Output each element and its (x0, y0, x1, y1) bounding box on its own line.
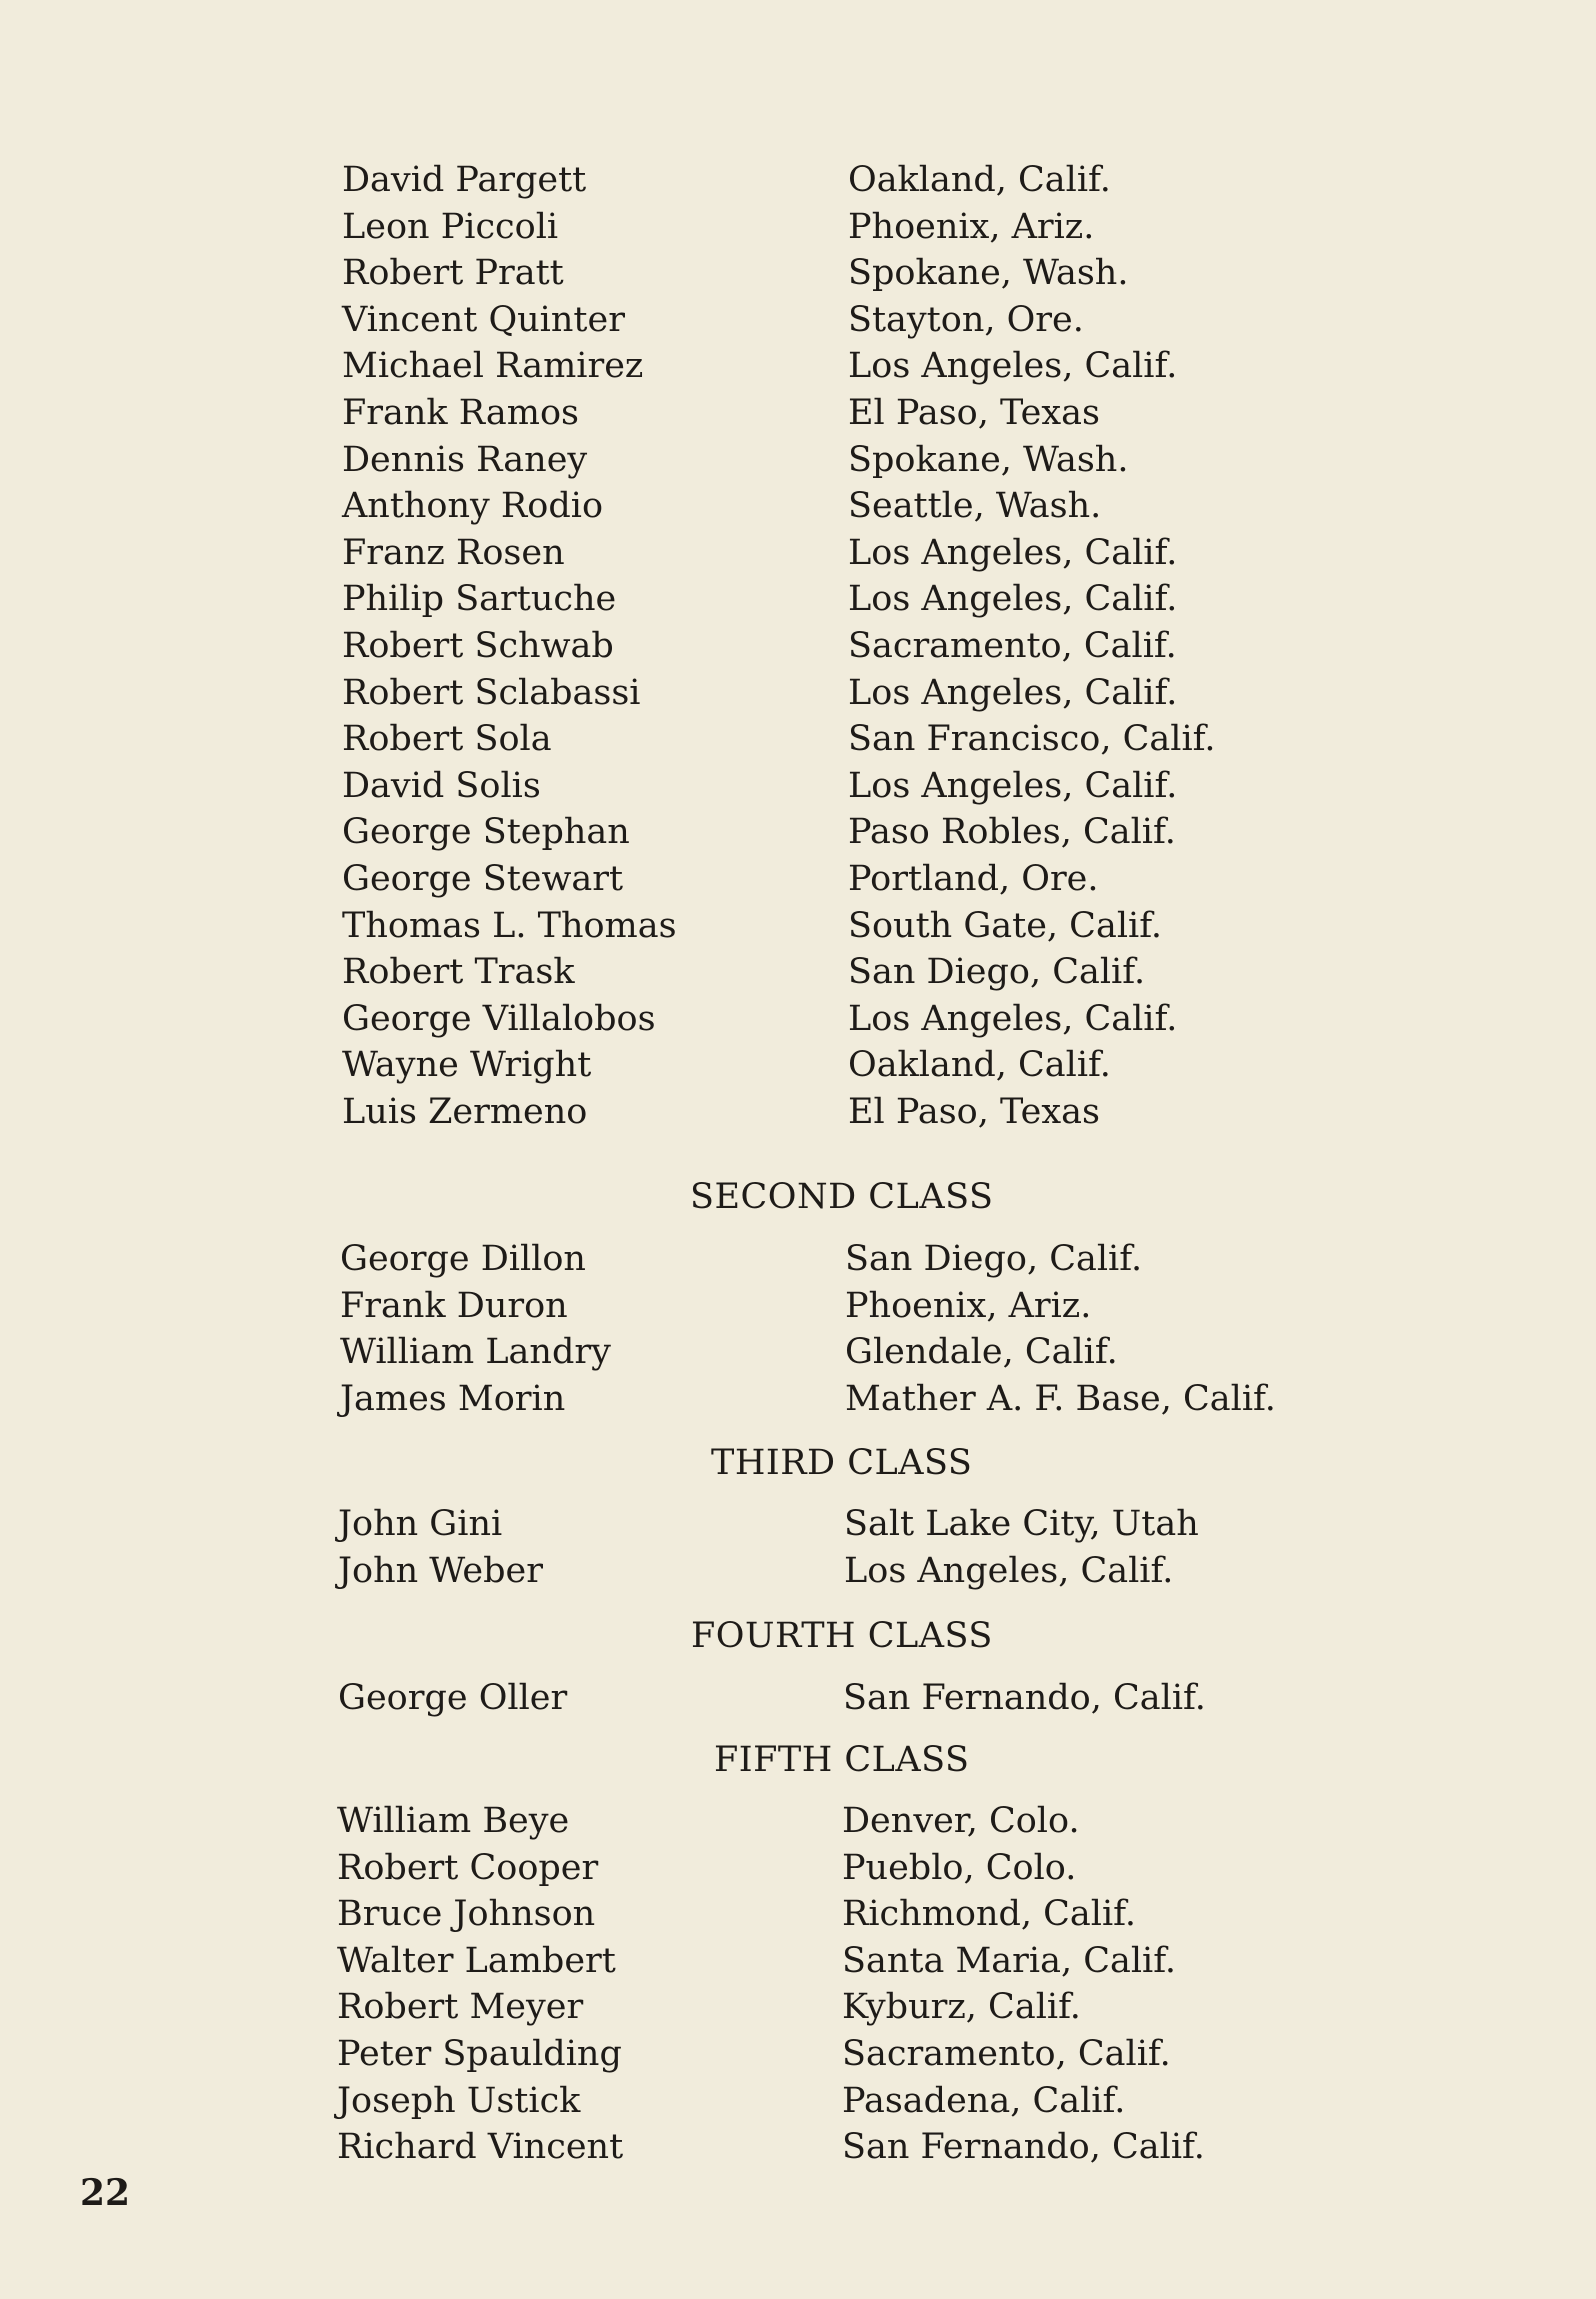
roster-row (0, 1236, 1596, 1282)
member-name: Wayne Wright (342, 1045, 592, 1086)
member-hometown: Portland, Ore. (848, 859, 1099, 899)
class-heading: THIRD CLASS (711, 1443, 973, 1483)
member-name: John Weber (338, 1550, 543, 1591)
member-hometown: Paso Robles, Calif. (848, 812, 1176, 853)
member-name: William Landry (340, 1332, 611, 1373)
roster-row (0, 2031, 1596, 2077)
member-hometown: Kyburz, Calif. (842, 1987, 1081, 2028)
member-name: Frank Ramos (342, 393, 580, 433)
member-hometown: Los Angeles, Calif. (848, 346, 1178, 387)
member-name: Walter Lambert (337, 1940, 616, 1981)
roster-row (0, 1329, 1596, 1375)
member-hometown: Pasadena, Calif. (842, 2080, 1126, 2121)
member-hometown: San Fernando, Calif. (842, 2127, 1205, 2168)
member-hometown: Sacramento, Calif. (848, 626, 1177, 666)
roster-row (0, 670, 1596, 716)
member-name: Richard Vincent (337, 2127, 624, 2168)
member-hometown: Los Angeles, Calif. (848, 579, 1178, 620)
member-name: William Beye (337, 1801, 570, 1841)
roster-row (0, 2078, 1596, 2124)
member-name: Vincent Quinter (342, 299, 625, 340)
member-name: Robert Schwab (342, 626, 614, 666)
member-name: Anthony Rodio (342, 486, 604, 527)
roster-row (0, 1845, 1596, 1891)
class-heading: SECOND CLASS (690, 1177, 994, 1217)
member-hometown: Santa Maria, Calif. (842, 1940, 1177, 1981)
member-name: Robert Pratt (342, 253, 564, 294)
member-hometown: Sacramento, Calif. (842, 2034, 1171, 2074)
member-hometown: South Gate, Calif. (848, 905, 1163, 946)
roster-row (0, 1891, 1596, 1937)
member-hometown: San Diego, Calif. (845, 1239, 1143, 1279)
roster-row (0, 1089, 1596, 1135)
member-name: James Morin (340, 1378, 566, 1419)
member-hometown: Los Angeles, Calif. (848, 765, 1178, 806)
member-hometown: San Francisco, Calif. (848, 719, 1216, 760)
roster-row (0, 1675, 1596, 1721)
member-hometown: Mather A. F. Base, Calif. (845, 1378, 1276, 1419)
member-name: Luis Zermeno (342, 1092, 588, 1132)
roster-row (0, 1548, 1596, 1594)
member-hometown: Salt Lake City, Utah (844, 1504, 1199, 1544)
roster-row (0, 1938, 1596, 1984)
member-hometown: San Diego, Calif. (848, 952, 1146, 993)
member-name: George Stephan (342, 812, 630, 853)
member-hometown: Oakland, Calif. (848, 160, 1111, 200)
roster-row (0, 1501, 1596, 1547)
member-hometown: Oakland, Calif. (848, 1045, 1111, 1086)
member-name: Philip Sartuche (342, 579, 617, 620)
roster-row (0, 1984, 1596, 2030)
roster-row (0, 996, 1596, 1042)
member-name: Peter Spaulding (337, 2034, 622, 2074)
member-hometown: Los Angeles, Calif. (848, 998, 1178, 1039)
class-heading: FOURTH CLASS (691, 1616, 993, 1656)
member-name: Dennis Raney (342, 439, 588, 480)
page-number: 22 (80, 2172, 131, 2214)
member-name: John Gini (338, 1504, 503, 1544)
member-name: Robert Trask (342, 952, 575, 993)
member-hometown: Los Angeles, Calif. (848, 532, 1178, 573)
member-hometown: San Fernando, Calif. (843, 1678, 1206, 1718)
member-hometown: El Paso, Texas (848, 1092, 1100, 1132)
member-name: George Dillon (340, 1239, 586, 1279)
roster-row (0, 250, 1596, 296)
roster-row (0, 903, 1596, 949)
member-name: Franz Rosen (342, 532, 565, 573)
member-name: George Oller (338, 1678, 568, 1718)
roster-row (0, 483, 1596, 529)
member-name: Thomas L. Thomas (342, 905, 677, 946)
member-name: George Villalobos (342, 998, 656, 1039)
roster-row (0, 623, 1596, 669)
member-name: Joseph Ustick (337, 2080, 581, 2121)
member-name: Bruce Johnson (337, 1894, 596, 1935)
member-hometown: Los Angeles, Calif. (848, 672, 1178, 713)
roster-row (0, 343, 1596, 389)
member-name: Robert Sola (342, 719, 552, 760)
class-heading: FIFTH CLASS (714, 1740, 970, 1780)
member-name: Robert Sclabassi (342, 672, 641, 713)
member-hometown: Stayton, Ore. (848, 299, 1084, 340)
member-hometown: El Paso, Texas (848, 393, 1100, 433)
member-name: David Solis (342, 765, 541, 806)
member-name: Leon Piccoli (342, 206, 559, 247)
member-hometown: Spokane, Wash. (848, 439, 1129, 480)
roster-row (0, 809, 1596, 855)
roster-row (0, 1376, 1596, 1422)
member-name: David Pargett (342, 160, 587, 200)
member-name: George Stewart (342, 859, 624, 899)
member-name: Michael Ramirez (342, 346, 644, 387)
roster-row (0, 716, 1596, 762)
roster-row (0, 576, 1596, 622)
roster-row (0, 1798, 1596, 1844)
roster-row (0, 1283, 1596, 1329)
roster-row (0, 2124, 1596, 2170)
member-hometown: Pueblo, Colo. (842, 1847, 1077, 1888)
member-name: Robert Cooper (337, 1847, 599, 1888)
roster-row (0, 949, 1596, 995)
member-hometown: Phoenix, Ariz. (845, 1285, 1092, 1326)
member-hometown: Richmond, Calif. (842, 1894, 1137, 1935)
roster-row (0, 437, 1596, 483)
roster-row (0, 297, 1596, 343)
roster-row (0, 157, 1596, 203)
roster-row (0, 763, 1596, 809)
roster-row (0, 530, 1596, 576)
roster-row (0, 390, 1596, 436)
member-hometown: Phoenix, Ariz. (848, 206, 1095, 247)
roster-row (0, 204, 1596, 250)
member-hometown: Glendale, Calif. (845, 1332, 1118, 1373)
member-name: Frank Duron (340, 1285, 568, 1326)
member-hometown: Los Angeles, Calif. (844, 1550, 1174, 1591)
member-name: Robert Meyer (337, 1987, 584, 2028)
roster-row (0, 1042, 1596, 1088)
member-hometown: Spokane, Wash. (848, 253, 1129, 294)
member-hometown: Denver, Colo. (842, 1801, 1080, 1841)
member-hometown: Seattle, Wash. (848, 486, 1102, 527)
roster-row (0, 856, 1596, 902)
